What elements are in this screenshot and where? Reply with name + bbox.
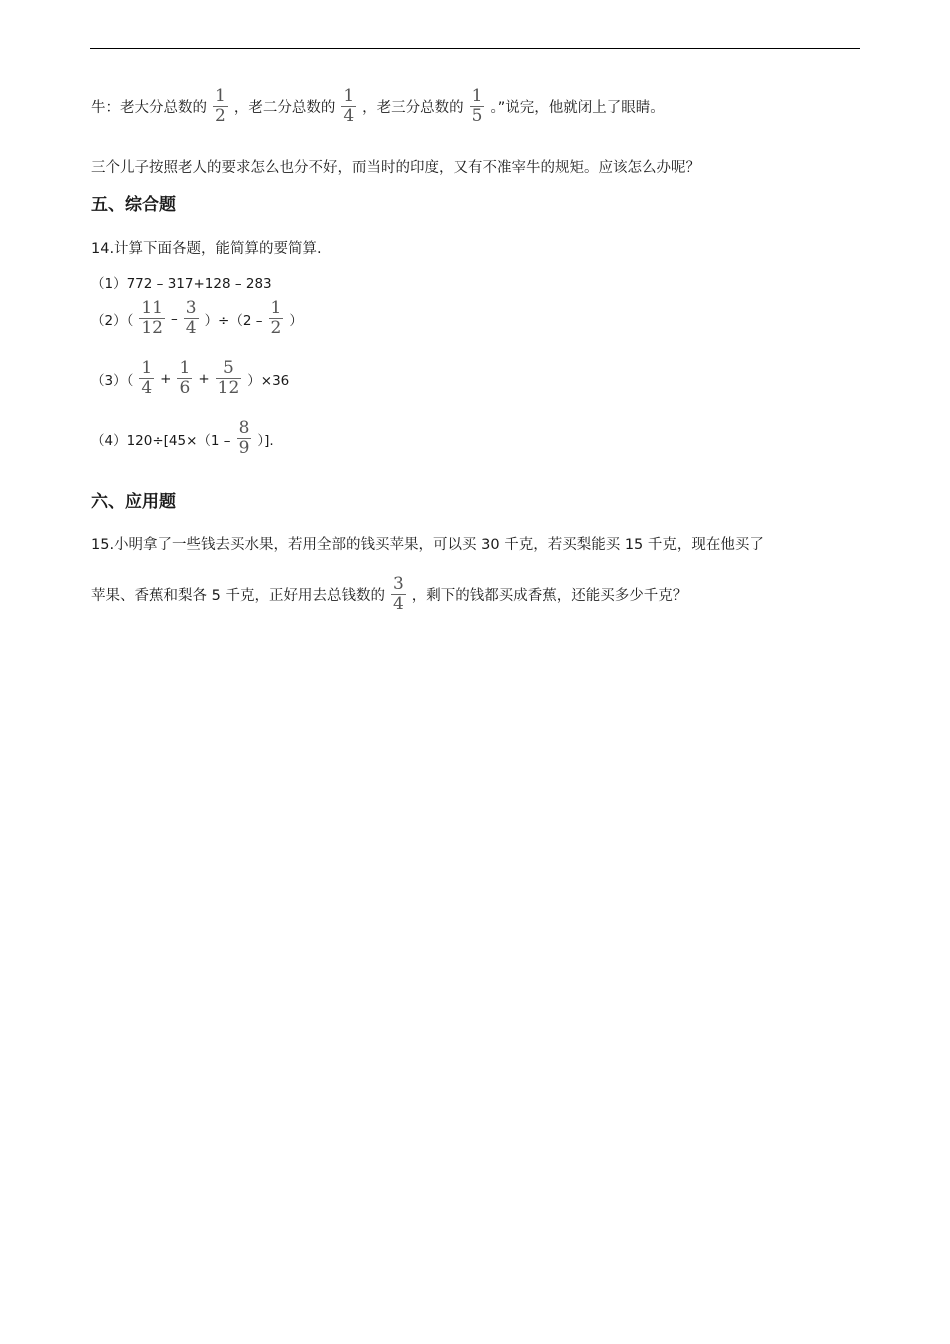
fraction-three-quarters: $\frac{3}{4}$ [185,298,197,338]
story-line-2: 三个儿子按照老人的要求怎么也分不好，而当时的印度，又有不准宰牛的规矩。应该怎么办呢？ [91,160,700,176]
story-text-4: 。”说完，他就闭上了眼睛。 [490,100,665,116]
fraction-one-half: $\frac{1}{2}$ [270,298,282,338]
fraction-one-fifth: $\frac{1}{5}$ [471,86,483,126]
section-5-heading: 五、综合题 [91,195,176,215]
story-text-1: 牛：老大分总数的 [91,100,207,116]
q14-item-4-end: ）]. [257,432,274,449]
q14-item-3 [91,360,289,397]
q15-line-2 [91,576,687,613]
q15-line-2-end: ，剩下的钱都买成香蕉，还能买多少千克？ [411,588,688,604]
fraction-one-quarter: $\frac{1}{4}$ [141,358,153,398]
q14-item-4 [91,420,274,457]
section-6-heading: 六、应用题 [91,492,176,512]
q15-line-2-start: 苹果、香蕉和梨各 5 千克，正好用去总钱数的 [91,588,385,604]
q14-item-2-end: ） [289,312,303,329]
fraction-five-twelfths: $\frac{5}{12}$ [217,358,240,398]
q14-item-3-end: ）×36 [247,372,290,389]
q14-item-1: （1）772 – 317+128 – 283 [91,276,272,292]
operator-plus: + [160,370,172,387]
q14-item-4-label: （4）120÷[45×（1 – [91,432,231,449]
q14-item-2 [91,300,303,337]
fraction-eight-ninths: $\frac{8}{9}$ [238,418,250,458]
fraction-one-sixth: $\frac{1}{6}$ [179,358,191,398]
q14-item-3-label: （3）（ [91,372,134,389]
fraction-one-quarter: $\frac{1}{4}$ [343,86,355,126]
q15-line-1: 15.小明拿了一些钱去买水果，若用全部的钱买苹果，可以买 30 千克，若买梨能买 15 千克，现在他买了 [91,537,764,553]
q14-item-2-mid: ）÷（2 – [204,312,263,329]
fraction-eleven-twelfths: $\frac{11}{12}$ [141,298,163,338]
operator-minus: – [170,310,178,327]
story-text-3: ，老三分总数的 [362,100,464,116]
operator-plus: + [198,370,210,387]
story-text-2: ，老二分总数的 [233,100,336,116]
q14-item-2-label: （2）（ [91,312,134,329]
fraction-three-quarters: $\frac{3}{4}$ [392,574,404,614]
header-rule [90,48,860,49]
q14-stem: 14.计算下面各题，能简算的要简算. [91,241,322,257]
fraction-one-half: $\frac{1}{2}$ [215,86,226,126]
story-line-1 [91,88,665,125]
